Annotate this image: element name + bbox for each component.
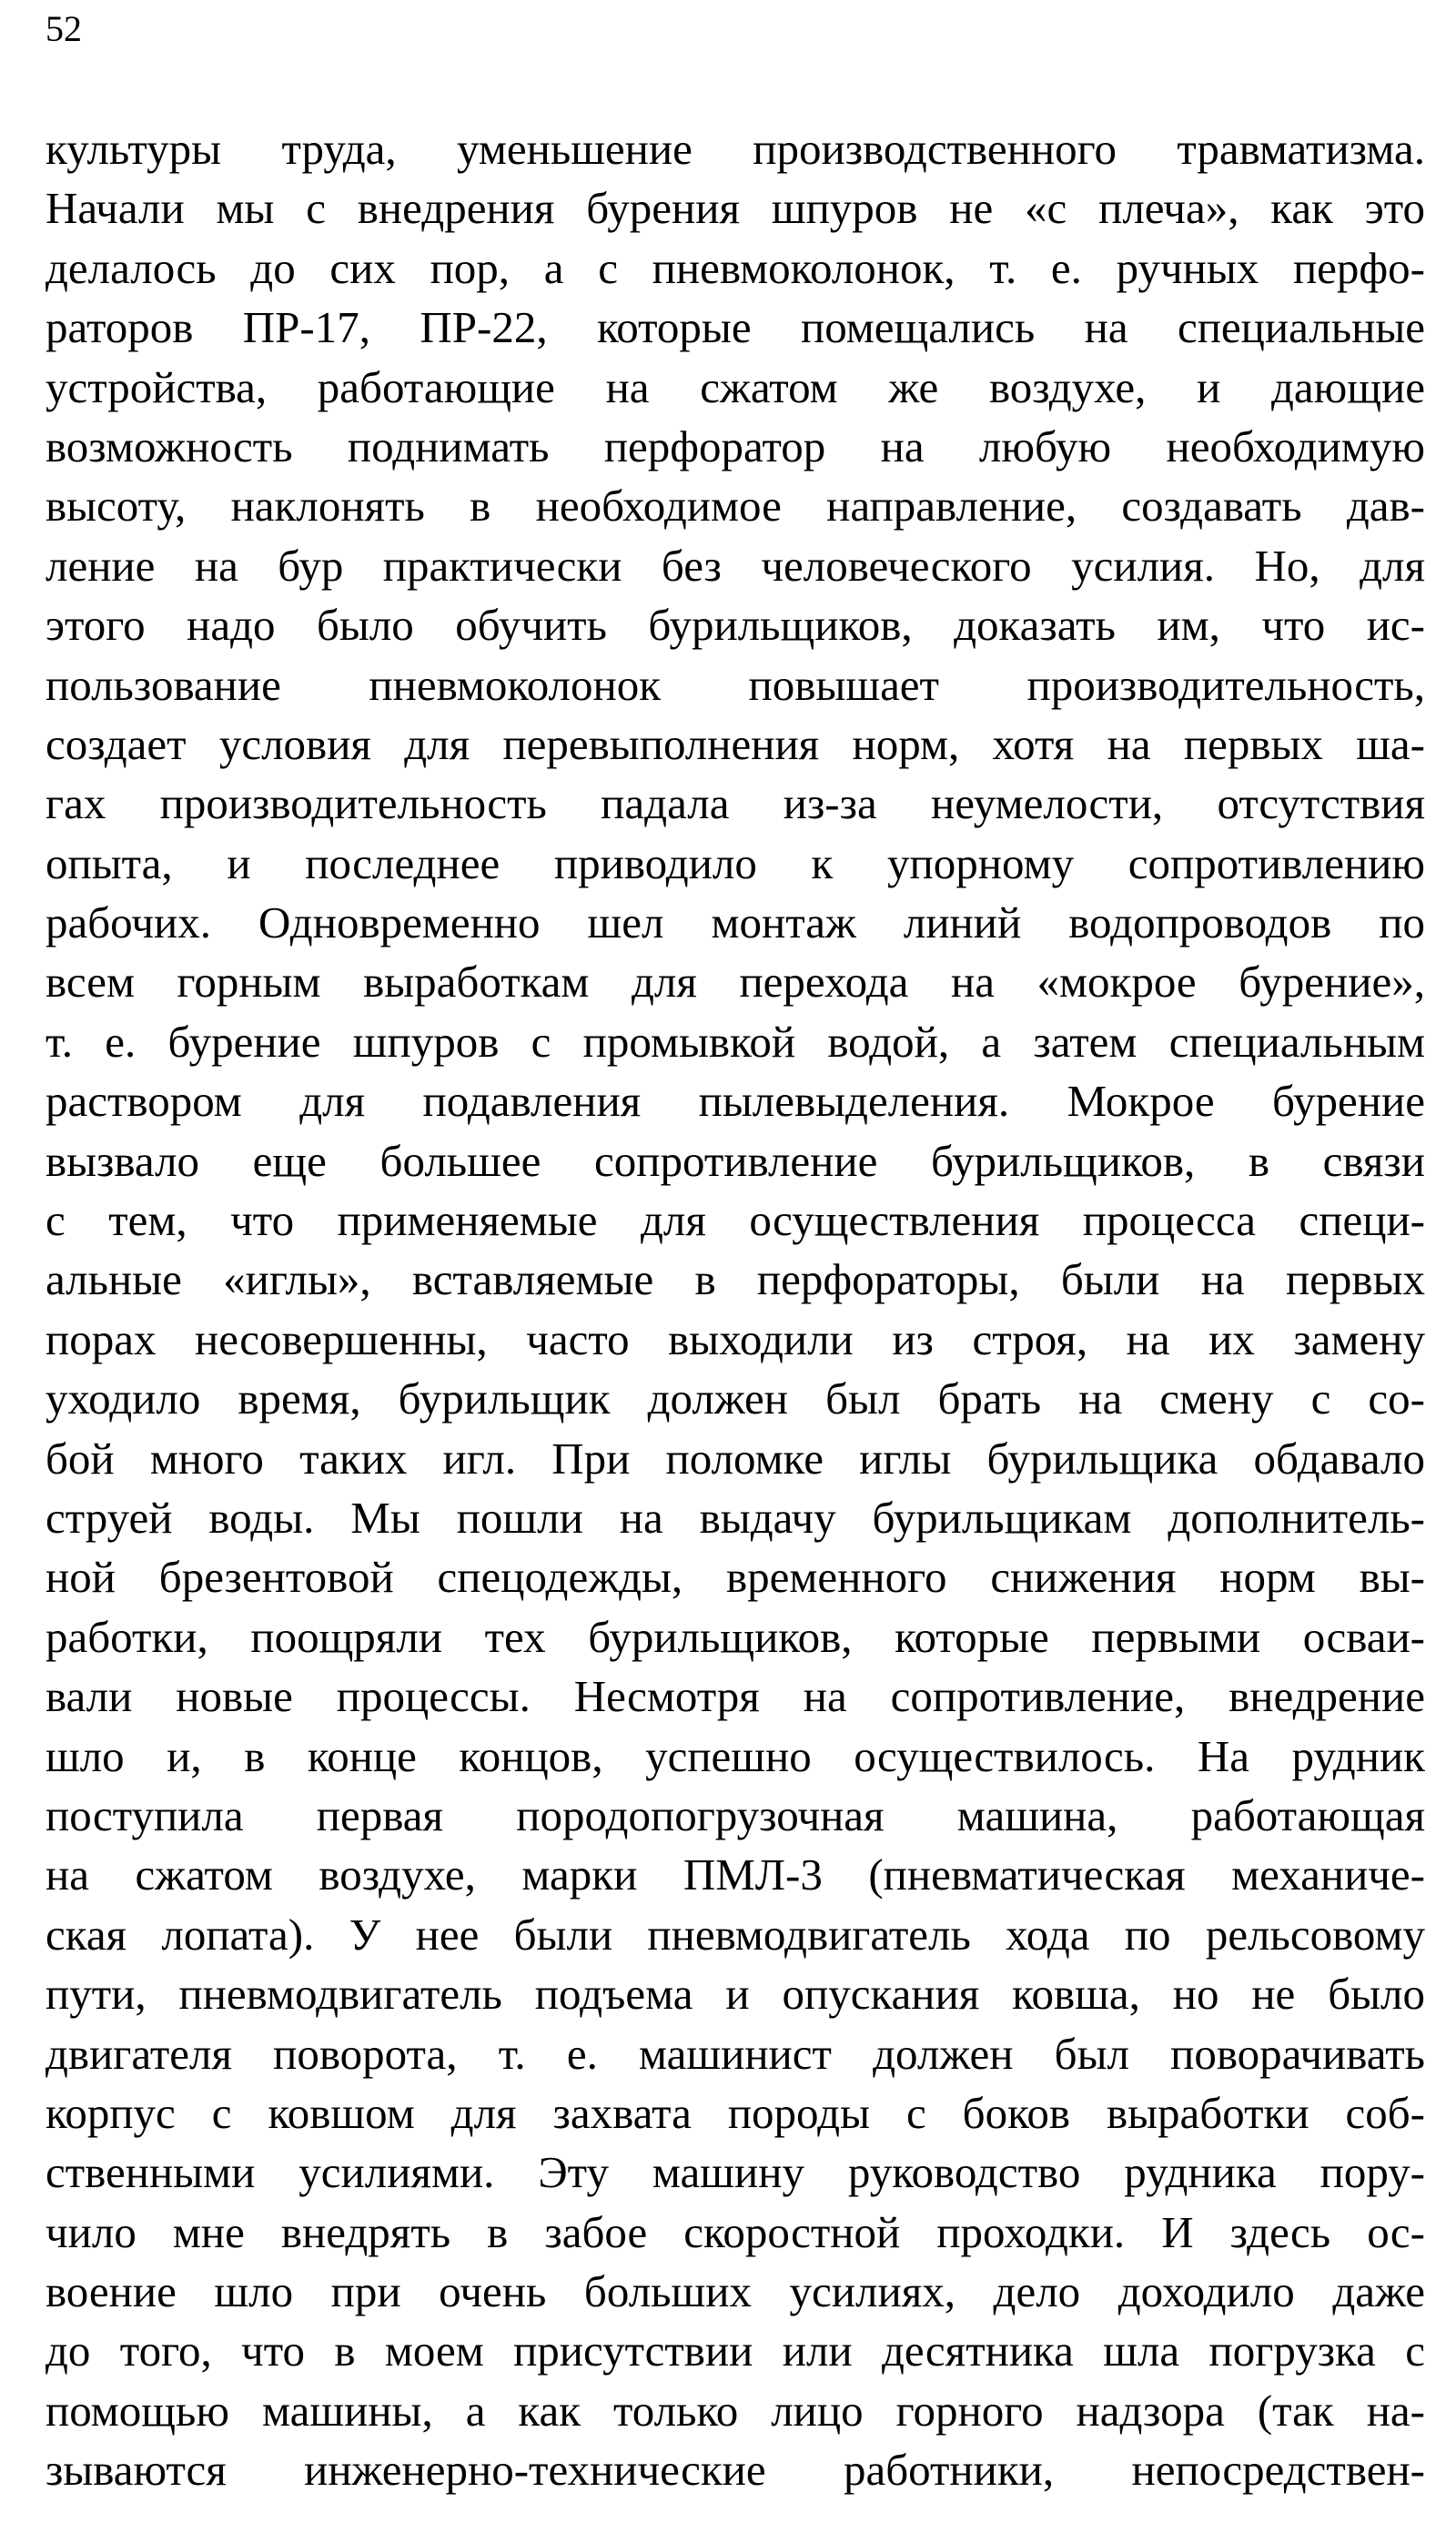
- text-line: корпус с ковшом для захвата породы с боков выработки соб-: [46, 2087, 1425, 2138]
- text-line: зываются инженерно-технические работники, непосредствен-: [46, 2445, 1425, 2496]
- text-line: ская лопата). У нее были пневмодвигатель хода по рельсовому: [46, 1909, 1425, 1960]
- text-line: Начали мы с внедрения бурения шпуров не «с плеча», как это: [46, 183, 1425, 234]
- text-line: шло и, в конце концов, успешно осуществилось. На рудник: [46, 1730, 1425, 1781]
- text-line: всем горным выработкам для перехода на «мокрое бурение»,: [46, 957, 1425, 1008]
- text-line: поступила первая породопогрузочная машина, работающая: [46, 1789, 1425, 1840]
- text-line: ной брезентовой спецодежды, временного снижения норм вы-: [46, 1552, 1425, 1603]
- body-text: [46, 119, 1425, 2500]
- text-line: т. е. бурение шпуров с промывкой водой, а затем специальным: [46, 1016, 1425, 1067]
- text-line: опыта, и последнее приводило к упорному сопротивлению: [46, 837, 1425, 888]
- text-line: пользование пневмоколонок повышает производительность,: [46, 659, 1425, 710]
- text-line: двигателя поворота, т. е. машинист должен был поворачивать: [46, 2028, 1425, 2079]
- text-line: гах производительность падала из-за неумелости, отсутствия: [46, 778, 1425, 829]
- text-line: рабочих. Одновременно шел монтаж линий водопроводов по: [46, 897, 1425, 948]
- text-line: помощью машины, а как только лицо горного надзора (так на-: [46, 2385, 1425, 2436]
- page-number: 52: [46, 8, 82, 49]
- text-line: ственными усилиями. Эту машину руководство рудника пору-: [46, 2147, 1425, 2198]
- text-line: вызвало еще большее сопротивление бурильщиков, в связи: [46, 1135, 1425, 1186]
- text-line: культуры труда, уменьшение производственного травматизма.: [46, 124, 1425, 174]
- text-line: ление на бур практически без человеческого усилия. Но, для: [46, 540, 1425, 591]
- text-line: с тем, что применяемые для осуществления процесса специ-: [46, 1195, 1425, 1246]
- text-line: воение шло при очень больших усилиях, дело доходило даже: [46, 2266, 1425, 2317]
- text-line: работки, поощряли тех бурильщиков, которые первыми осваи-: [46, 1611, 1425, 1662]
- text-line: струей воды. Мы пошли на выдачу бурильщикам дополнитель-: [46, 1492, 1425, 1543]
- text-line: вали новые процессы. Несмотря на сопротивление, внедрение: [46, 1671, 1425, 1722]
- text-line: создает условия для перевыполнения норм, хотя на первых ша-: [46, 718, 1425, 769]
- text-line: делалось до сих пор, а с пневмоколонок, т. е. ручных перфо-: [46, 242, 1425, 293]
- text-line: до того, что в моем присутствии или десятника шла погрузка с: [46, 2325, 1425, 2376]
- text-line: этого надо было обучить бурильщиков, доказать им, что ис-: [46, 600, 1425, 651]
- text-line: раствором для подавления пылевыделения. Мокрое бурение: [46, 1076, 1425, 1127]
- text-line: альные «иглы», вставляемые в перфораторы, были на первых: [46, 1254, 1425, 1305]
- text-line: порах несовершенны, часто выходили из строя, на их замену: [46, 1313, 1425, 1364]
- text-line: на сжатом воздухе, марки ПМЛ-3 (пневматическая механиче-: [46, 1849, 1425, 1900]
- text-line: возможность поднимать перфоратор на любую необходимую: [46, 420, 1425, 471]
- text-line: раторов ПР-17, ПР-22, которые помещались на специальные: [46, 302, 1425, 353]
- text-line: бой много таких игл. При поломке иглы бурильщика обдавало: [46, 1433, 1425, 1484]
- text-line: пути, пневмодвигатель подъема и опускания ковша, но не было: [46, 1969, 1425, 2020]
- text-line: чило мне внедрять в забое скоростной проходки. И здесь ос-: [46, 2206, 1425, 2257]
- text-line: высоту, наклонять в необходимое направление, создавать дав-: [46, 481, 1425, 532]
- text-line: устройства, работающие на сжатом же воздухе, и дающие: [46, 361, 1425, 412]
- text-line: уходило время, бурильщик должен был брать на смену с со-: [46, 1373, 1425, 1424]
